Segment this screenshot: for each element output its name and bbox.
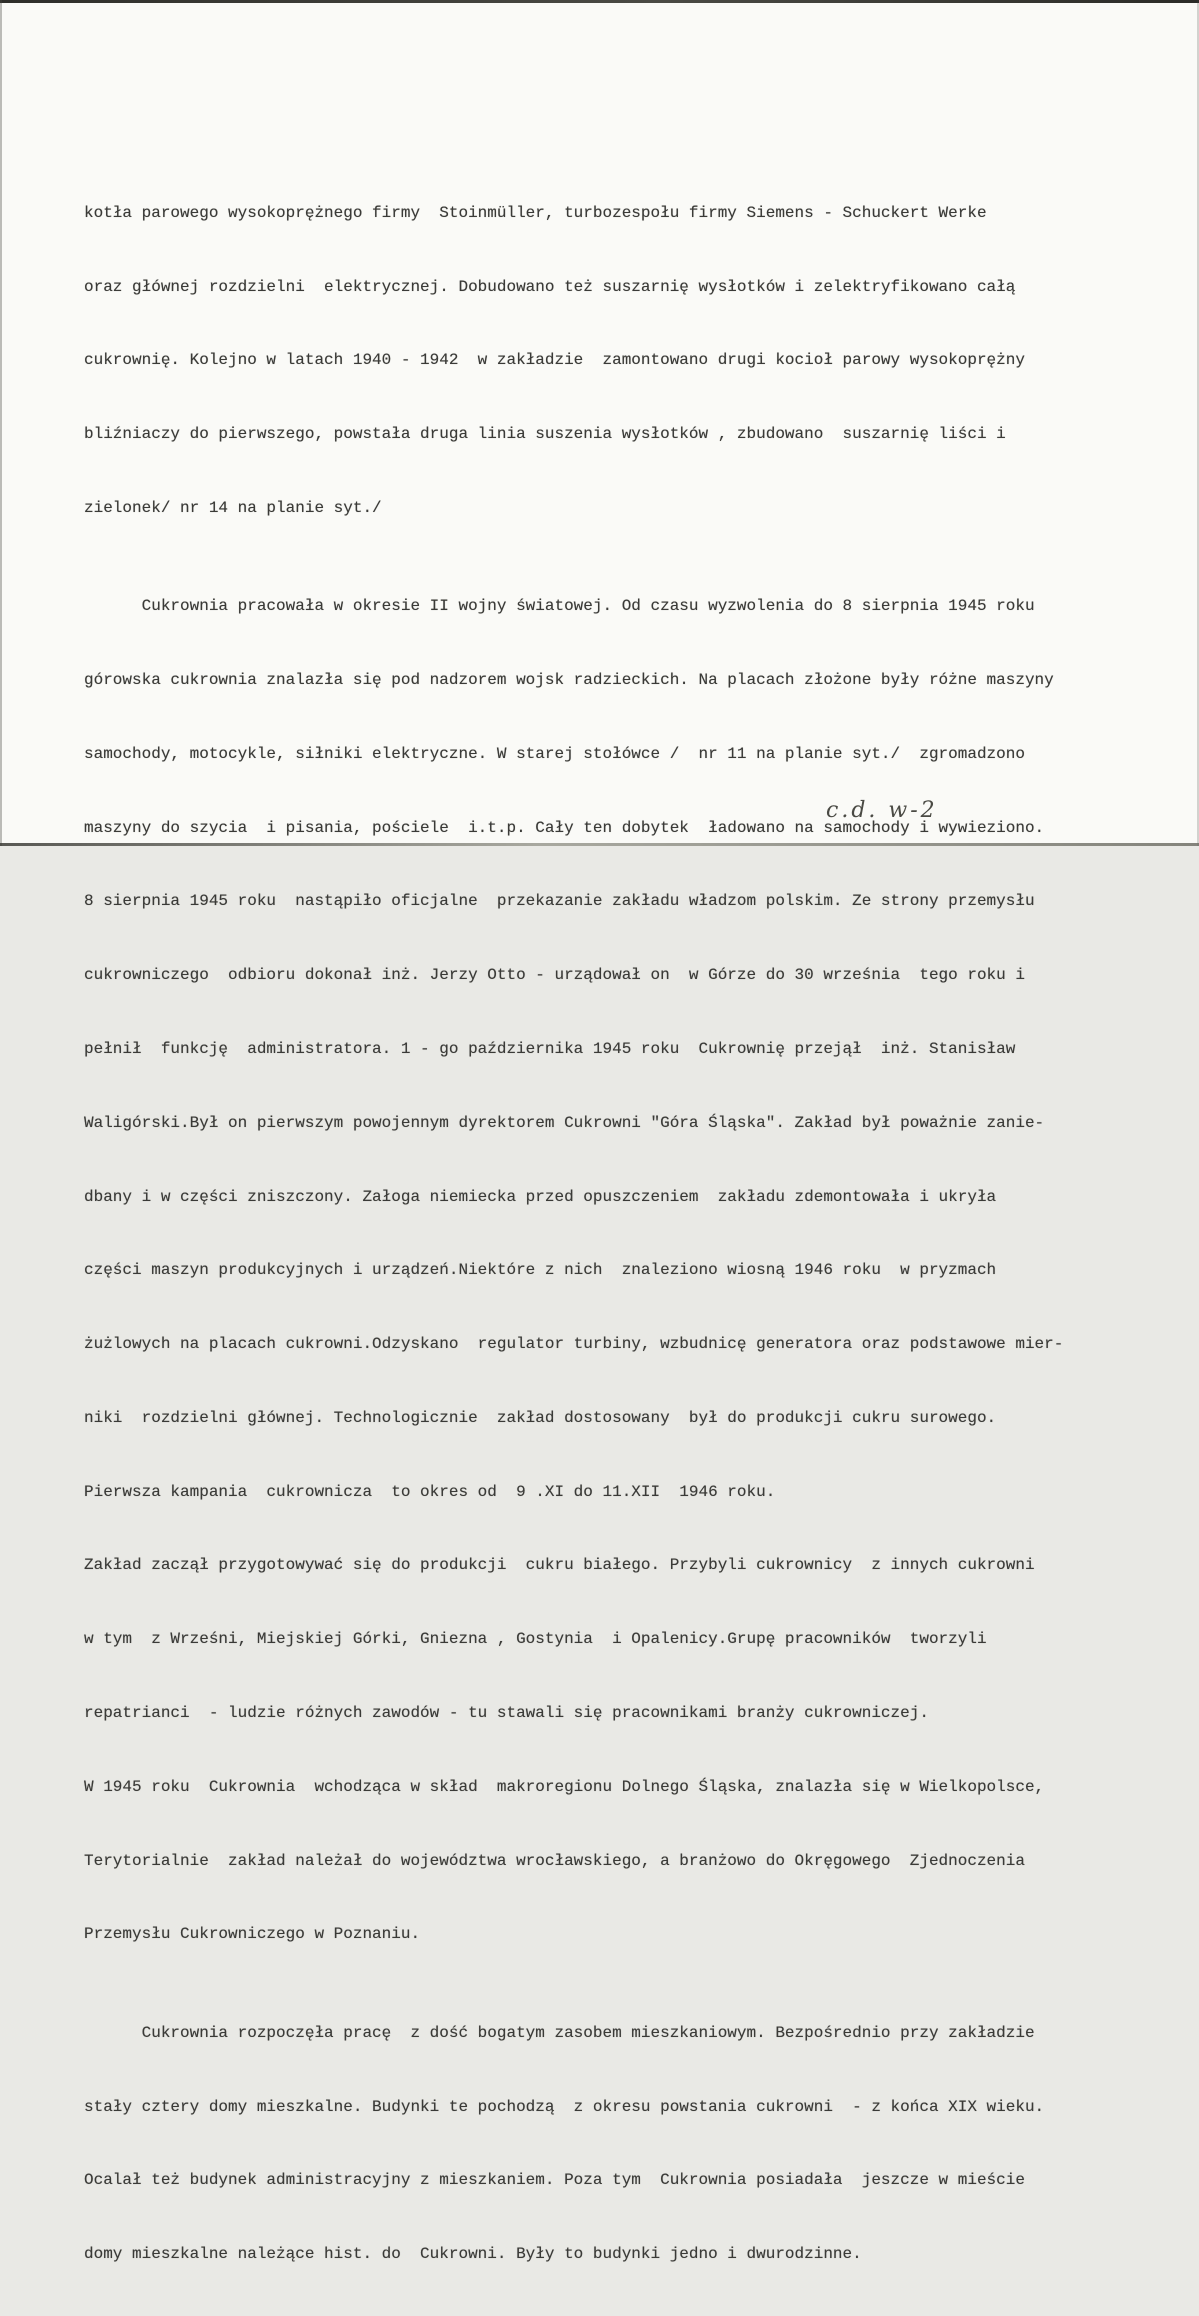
text-line: cukrownię. Kolejno w latach 1940 - 1942 w zakładzie zamontowano drugi kocioł parowy wysokoprężny	[84, 351, 1025, 370]
text-line: części maszyn produkcyjnych i urządzeń.Niektóre z nich znaleziono wiosną 1946 roku w pryzmach	[84, 1261, 997, 1280]
text-line: Cukrownia pracowała w okresie II wojny światowej. Od czasu wyzwolenia do 8 sierpnia 1945 roku	[84, 597, 1035, 616]
text-line: Ocalał też budynek administracyjny z mieszkaniem. Poza tym Cukrownia posiadała jeszcze w mieście	[84, 2171, 1025, 2190]
typewritten-text-block	[84, 127, 1144, 2316]
text-line: Waligórski.Był on pierwszym powojennym dyrektorem Cukrowni "Góra Śląska". Zakład był poważnie zanie-	[84, 1113, 1045, 1132]
text-line: pełnił funkcję administratora. 1 - go października 1945 roku Cukrownię przejął inż. Stanisław	[84, 1039, 1016, 1058]
text-line: Cukrownia rozpoczęła pracę z dość bogatym zasobem mieszkaniowym. Bezpośrednio przy zakładzie	[84, 2023, 1035, 2042]
text-line: 8 sierpnia 1945 roku nastąpiło oficjalne przekazanie zakładu władzom polskim. Ze strony przemysłu	[84, 892, 1035, 911]
text-line: dbany i w części zniszczony. Załoga niemiecka przed opuszczeniem zakładu zdemontowała i ukryła	[84, 1187, 997, 1206]
text-line: domy mieszkalne należące hist. do Cukrowni. Były to budynki jedno i dwurodzinne.	[84, 2245, 862, 2264]
text-line: Przemysłu Cukrowniczego w Poznaniu.	[84, 1925, 421, 1944]
text-line: repatrianci - ludzie różnych zawodów - tu stawali się pracownikami branży cukrowniczej.	[84, 1704, 929, 1722]
scan-edge-left	[0, 0, 2, 846]
text-line: cukrowniczego odbioru dokonał inż. Jerzy Otto - urządował on w Górze do 30 września tego roku i	[84, 966, 1025, 985]
handwritten-page-note: c.d. w-2	[826, 798, 938, 823]
text-line: żużlowych na placach cukrowni.Odzyskano regulator turbiny, wzbudnicę generatora oraz podstawowe mier-	[84, 1335, 1064, 1354]
text-line: zielonek/ nr 14 na planie syt./	[84, 498, 382, 517]
text-line: Zakład zaczął przygotowywać się do produkcji cukru białego. Przybyli cukrownicy z innych cukrowni	[84, 1556, 1035, 1575]
scan-edge-top	[0, 0, 1199, 3]
text-line: W 1945 roku Cukrownia wchodząca w skład makroregionu Dolnego Śląska, znalazła się w Wielkopolsce,	[84, 1777, 1045, 1796]
text-line: oraz głównej rozdzielni elektrycznej. Dobudowano też suszarnię wysłotków i zelektryfikowano całą	[84, 277, 1016, 296]
text-line: niki rozdzielni głównej. Technologicznie zakład dostosowany był do produkcji cukru surowego.	[84, 1408, 997, 1427]
text-line: górowska cukrownia znalazła się pod nadzorem wojsk radzieckich. Na placach złożone były różne maszyny	[84, 671, 1054, 690]
text-line: stały cztery domy mieszkalne. Budynki te pochodzą z okresu powstania cukrowni - z końca XIX wieku.	[84, 2097, 1045, 2116]
text-line: samochody, motocykle, siłniki elektryczne. W starej stołówce / nr 11 na planie syt./ zgromadzono	[84, 744, 1025, 763]
text-line: Terytorialnie zakład należał do województwa wrocławskiego, a branżowo do Okręgowego Zjednoczenia	[84, 1851, 1025, 1870]
text-line: kotła parowego wysokoprężnego firmy Stoinmüller, turbozespołu firmy Siemens - Schuckert Werke	[84, 203, 987, 222]
text-line: maszyny do szycia i pisania, pościele i.t.p. Cały ten dobytek ładowano na samochody i wywieziono.	[84, 818, 1045, 837]
text-line: bliźniaczy do pierwszego, powstała druga linia suszenia wysłotków , zbudowano suszarnię liści i	[84, 425, 1006, 444]
text-line: w tym z Wrześni, Miejskiej Górki, Gniezna , Gostynia i Opalenicy.Grupę pracowników tworzyli	[84, 1630, 987, 1649]
text-line: Pierwsza kampania cukrownicza to okres od 9 .XI do 11.XII 1946 roku.	[84, 1482, 776, 1501]
